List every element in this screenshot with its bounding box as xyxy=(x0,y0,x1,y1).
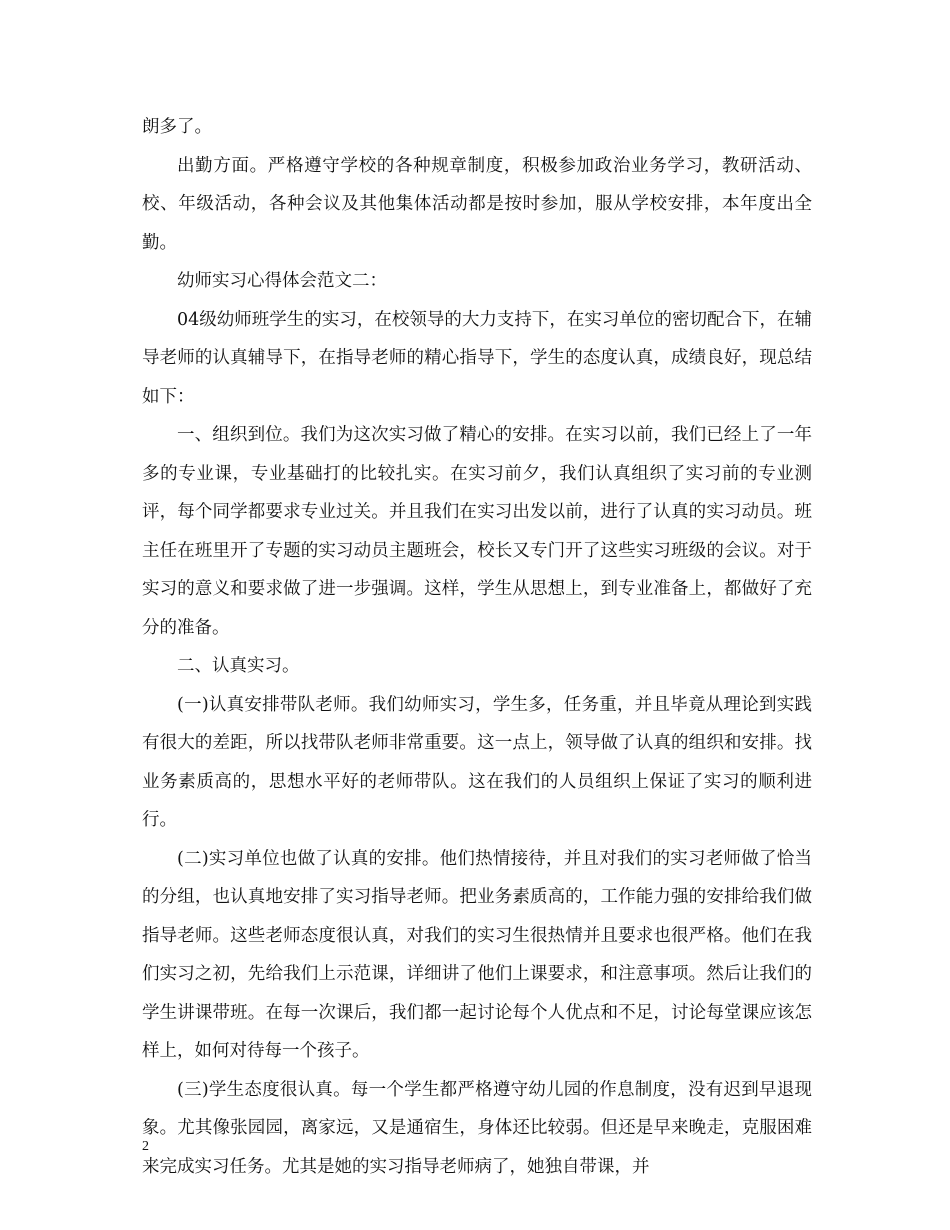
paragraph-attendance: 出勤方面。严格遵守学校的各种规章制度，积极参加政治业务学习，教研活动、校、年级活动，各种会议及其他集体活动都是按时参加，服从学校安排，本年度出全勤。 xyxy=(142,155,812,253)
section-heading-sample-two: 幼师实习心得体会范文二： xyxy=(177,271,387,291)
section-heading-internship: 二、认真实习。 xyxy=(177,656,300,676)
paragraph-organization: 一、组织到位。我们为这次实习做了精心的安排。在实习以前，我们已经上了一年多的专业课，专业基础打的比较扎实。在实习前夕，我们认真组织了实习前的专业测评，每个同学都要求专业过关。并且我们在实习出发以前，进行了认真的实习动员。班主任在班里开了专题的实习动员主题班会，校长又专门开了这些实习班级的会议。对于实习的意义和要求做了进一步强调。这样，学生从思想上，到专业准备上，都做好了充分的准备。 xyxy=(142,425,812,638)
paragraph-internship-unit: (二)实习单位也做了认真的安排。他们热情接待，并且对我们的实习老师做了恰当的分组，也认真地安排了实习指导老师。把业务素质高的，工作能力强的安排给我们做指导老师。这些老师态度很认真，对我们的实习生很热情并且要求也很严格。他们在我们实习之初，先给我们上示范课，详细讲了他们上课要求，和注意事项。然后让我们的学生讲课带班。在每一次课后，我们都一起讨论每个人优点和不足，讨论每堂课应该怎样上，如何对待每一个孩子。 xyxy=(142,848,812,1061)
page-number: 2 xyxy=(142,1139,149,1154)
paragraph-leading-teachers: (一)认真安排带队老师。我们幼师实习，学生多，任务重，并且毕竟从理论到实践有很大的差距，所以找带队老师非常重要。这一点上，领导做了认真的组织和安排。找业务素质高的，思想水平好的老师带队。这在我们的人员组织上保证了实习的顺利进行。 xyxy=(142,694,812,830)
paragraph-continuation: 朗多了。 xyxy=(142,117,212,137)
paragraph-intro: 04级幼师班学生的实习，在校领导的大力支持下，在实习单位的密切配合下，在辅导老师的认真辅导下，在指导老师的精心指导下，学生的态度认真，成绩良好，现总结如下： xyxy=(142,309,812,407)
paragraph-student-attitude: (三)学生态度很认真。每一个学生都严格遵守幼儿园的作息制度，没有迟到早退现象。尤其像张园园，离家远，又是通宿生，身体还比较弱。但还是早来晚走，克服困难来完成实习任务。尤其是她的实习指导老师病了，她独自带课，并 xyxy=(142,1079,812,1177)
document-body xyxy=(142,108,812,1186)
